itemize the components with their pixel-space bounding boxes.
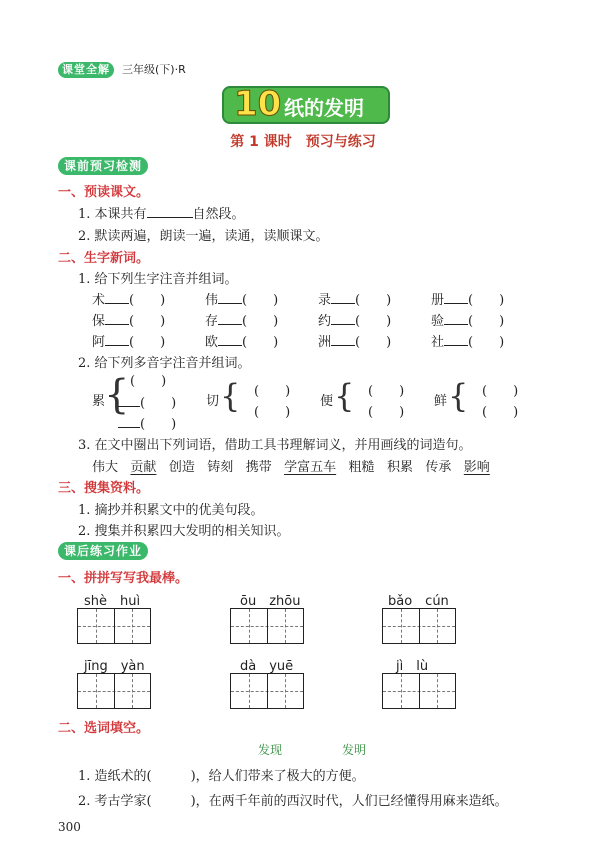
q-inventions: 2. 搜集并积累四大发明的相关知识。	[78, 524, 290, 539]
poly-paren: ( )	[118, 413, 176, 432]
page-number: 300	[58, 820, 81, 834]
writing-grid[interactable]	[230, 608, 304, 644]
writing-grid[interactable]	[382, 673, 456, 709]
brace-icon: {	[334, 377, 355, 415]
char-item: 伟 ( )	[205, 293, 279, 308]
poly-char: 累	[92, 394, 106, 409]
q-text-b: 自然段。	[192, 207, 245, 222]
pinyin-label: bǎo cún	[388, 594, 449, 609]
pinyin-label: ōu zhōu	[240, 594, 301, 609]
brace-icon: {	[220, 377, 241, 415]
poly-paren: ( )	[130, 374, 167, 389]
vocab-word: 铸刻	[207, 460, 234, 475]
vocab-word-underlined: 贡献	[130, 460, 157, 475]
vocab-word: 积累	[386, 460, 413, 475]
lesson-subtitle: 第 1 课时 预习与练习	[230, 134, 376, 150]
poly-char: 便	[320, 394, 334, 409]
char-item: 洲 ( )	[318, 335, 392, 350]
char-item: 保 ( )	[92, 314, 166, 329]
q-fill-1: 1. 造纸术的( )，给人们带来了极大的方便。	[78, 769, 365, 784]
poly-paren: ( )	[254, 384, 291, 399]
choice-word: 发现	[258, 743, 283, 757]
char-item: 欧 ( )	[205, 335, 279, 350]
writing-grid[interactable]	[382, 608, 456, 644]
poly-paren: ( )	[368, 384, 405, 399]
vocab-word: 伟大	[92, 460, 119, 475]
section-collect: 三、搜集资料。	[58, 481, 150, 496]
q-annotate-chars: 1. 给下列生字注音并组词。	[78, 272, 238, 287]
poly-paren: ( )	[482, 405, 519, 420]
vocab-word-underlined: 学富五车	[284, 460, 337, 475]
section-fill-words: 二、选词填空。	[58, 721, 150, 736]
brace-icon: {	[448, 377, 469, 415]
pinyin-label: jīng yàn	[84, 659, 145, 674]
after-class-badge: 课后练习作业	[58, 542, 148, 560]
poly-paren: ( )	[254, 405, 291, 420]
char-item: 约 ( )	[318, 314, 392, 329]
section-pinyin-write: 一、拼拼写写我最棒。	[58, 571, 189, 586]
vocab-word-underlined: 影响	[463, 460, 490, 475]
pre-class-badge: 课前预习检测	[58, 157, 148, 175]
q-polyphonic: 2. 给下列多音字注音并组词。	[78, 356, 251, 371]
lesson-name: 纸的发明	[284, 96, 364, 120]
char-item: 录 ( )	[318, 293, 392, 308]
brand-badge: 课堂全解	[58, 62, 114, 78]
pinyin-label: shè huì	[84, 594, 141, 609]
poly-paren: ( )	[118, 392, 176, 411]
poly-paren: ( )	[482, 384, 519, 399]
vocab-list	[92, 456, 490, 475]
q-vocab: 3. 在文中圈出下列词语，借助工具书理解词义，并用画线的词造句。	[78, 438, 472, 453]
poly-char: 切	[206, 394, 220, 409]
vocab-word: 传承	[425, 460, 452, 475]
q-paragraph-count	[78, 203, 245, 222]
brace-icon: {	[104, 372, 130, 418]
pinyin-label: jì lù	[396, 659, 429, 674]
vocab-word: 创造	[168, 460, 195, 475]
lesson-banner	[222, 86, 390, 124]
writing-grid[interactable]	[77, 673, 151, 709]
writing-grid[interactable]	[77, 608, 151, 644]
grade-label: 三年级(下)·R	[122, 63, 186, 76]
vocab-word: 携带	[245, 460, 272, 475]
section-new-chars: 二、生字新词。	[58, 251, 150, 266]
q-read-aloud: 2. 默读两遍，朗读一遍，读通，读顺课文。	[78, 229, 329, 244]
char-item: 存 ( )	[205, 314, 279, 329]
choice-word: 发明	[342, 743, 367, 757]
q-text-a: 1. 本课共有	[78, 207, 147, 222]
q-fill-2: 2. 考古学家( )，在两千年前的西汉时代，人们已经懂得用麻来造纸。	[78, 794, 508, 809]
lesson-number: 10	[234, 84, 282, 124]
vocab-word: 粗糙	[348, 460, 375, 475]
pinyin-label: dà yuē	[240, 659, 294, 674]
writing-grid[interactable]	[230, 673, 304, 709]
char-item: 验 ( )	[431, 314, 505, 329]
char-item: 社 ( )	[431, 335, 505, 350]
poly-paren: ( )	[368, 405, 405, 420]
q-excerpt: 1. 摘抄并积累文中的优美句段。	[78, 503, 264, 518]
poly-char: 鲜	[434, 394, 448, 409]
section-preread: 一、预读课文。	[58, 185, 150, 200]
char-item: 册 ( )	[431, 293, 505, 308]
answer-blank[interactable]	[147, 205, 193, 218]
char-item: 术 ( )	[92, 293, 166, 308]
char-item: 阿 ( )	[92, 335, 166, 350]
